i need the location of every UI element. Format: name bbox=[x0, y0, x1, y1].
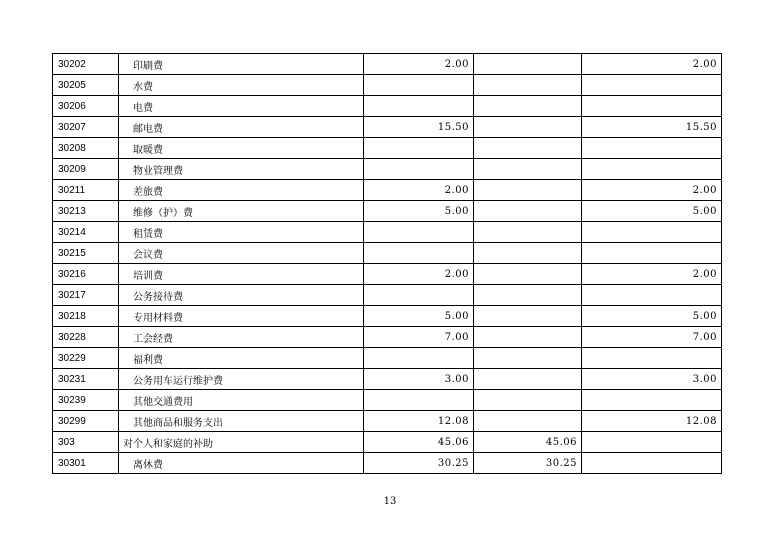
row-code: 30231 bbox=[53, 369, 119, 390]
row-name: 培训费 bbox=[119, 264, 364, 285]
row-name: 印刷费 bbox=[119, 54, 364, 75]
row-basic bbox=[474, 243, 582, 264]
row-basic bbox=[474, 117, 582, 138]
row-total: 12.08 bbox=[364, 411, 474, 432]
row-project bbox=[582, 453, 722, 474]
row-total: 2.00 bbox=[364, 264, 474, 285]
row-name: 工会经费 bbox=[119, 327, 364, 348]
row-project bbox=[582, 96, 722, 117]
row-basic bbox=[474, 285, 582, 306]
row-basic bbox=[474, 348, 582, 369]
row-total bbox=[364, 390, 474, 411]
table-row bbox=[53, 264, 722, 285]
row-total: 2.00 bbox=[364, 180, 474, 201]
table-row bbox=[53, 96, 722, 117]
row-code: 30229 bbox=[53, 348, 119, 369]
row-project: 7.00 bbox=[582, 327, 722, 348]
row-code: 30213 bbox=[53, 201, 119, 222]
row-code: 30202 bbox=[53, 54, 119, 75]
row-total bbox=[364, 96, 474, 117]
row-code: 30211 bbox=[53, 180, 119, 201]
row-code: 30205 bbox=[53, 75, 119, 96]
row-code: 30209 bbox=[53, 159, 119, 180]
row-total: 5.00 bbox=[364, 201, 474, 222]
row-total: 15.50 bbox=[364, 117, 474, 138]
row-code: 30215 bbox=[53, 243, 119, 264]
row-total bbox=[364, 75, 474, 96]
row-basic bbox=[474, 138, 582, 159]
row-name: 福利费 bbox=[119, 348, 364, 369]
table-body bbox=[53, 54, 722, 474]
row-name: 取暖费 bbox=[119, 138, 364, 159]
row-project bbox=[582, 243, 722, 264]
row-total bbox=[364, 348, 474, 369]
table-row bbox=[53, 369, 722, 390]
row-project bbox=[582, 159, 722, 180]
row-total: 7.00 bbox=[364, 327, 474, 348]
row-code: 30214 bbox=[53, 222, 119, 243]
row-project bbox=[582, 432, 722, 453]
row-name: 差旅费 bbox=[119, 180, 364, 201]
row-total bbox=[364, 285, 474, 306]
row-code: 30216 bbox=[53, 264, 119, 285]
row-project bbox=[582, 138, 722, 159]
row-project: 2.00 bbox=[582, 54, 722, 75]
row-basic bbox=[474, 201, 582, 222]
row-name: 维修（护）费 bbox=[119, 201, 364, 222]
table-row bbox=[53, 411, 722, 432]
row-project: 15.50 bbox=[582, 117, 722, 138]
row-total bbox=[364, 222, 474, 243]
table-row bbox=[53, 390, 722, 411]
budget-table bbox=[52, 53, 722, 474]
row-name: 会议费 bbox=[119, 243, 364, 264]
row-code: 30301 bbox=[53, 453, 119, 474]
row-name: 对个人和家庭的补助 bbox=[119, 432, 364, 453]
row-total: 5.00 bbox=[364, 306, 474, 327]
table-row bbox=[53, 306, 722, 327]
row-name: 其他交通费用 bbox=[119, 390, 364, 411]
row-project bbox=[582, 285, 722, 306]
row-code: 30299 bbox=[53, 411, 119, 432]
row-name: 离休费 bbox=[119, 453, 364, 474]
row-basic bbox=[474, 369, 582, 390]
table-row bbox=[53, 54, 722, 75]
row-basic bbox=[474, 222, 582, 243]
row-basic bbox=[474, 96, 582, 117]
table-row bbox=[53, 159, 722, 180]
row-code: 30206 bbox=[53, 96, 119, 117]
row-basic bbox=[474, 306, 582, 327]
row-name: 邮电费 bbox=[119, 117, 364, 138]
row-basic bbox=[474, 264, 582, 285]
row-basic bbox=[474, 54, 582, 75]
row-total bbox=[364, 159, 474, 180]
row-project bbox=[582, 222, 722, 243]
table-row bbox=[53, 201, 722, 222]
row-project: 2.00 bbox=[582, 264, 722, 285]
row-basic bbox=[474, 390, 582, 411]
table-row bbox=[53, 327, 722, 348]
table-row bbox=[53, 222, 722, 243]
row-basic bbox=[474, 75, 582, 96]
row-code: 30218 bbox=[53, 306, 119, 327]
row-name: 其他商品和服务支出 bbox=[119, 411, 364, 432]
row-code: 30207 bbox=[53, 117, 119, 138]
row-basic: 45.06 bbox=[474, 432, 582, 453]
row-name: 专用材料费 bbox=[119, 306, 364, 327]
table-row bbox=[53, 348, 722, 369]
table-row bbox=[53, 432, 722, 453]
row-basic bbox=[474, 159, 582, 180]
row-project bbox=[582, 75, 722, 96]
row-project bbox=[582, 390, 722, 411]
row-total bbox=[364, 243, 474, 264]
row-project: 3.00 bbox=[582, 369, 722, 390]
row-total: 30.25 bbox=[364, 453, 474, 474]
row-name: 电费 bbox=[119, 96, 364, 117]
row-project: 5.00 bbox=[582, 201, 722, 222]
table-row bbox=[53, 453, 722, 474]
table-row bbox=[53, 180, 722, 201]
page-number: 13 bbox=[383, 496, 397, 507]
table-row bbox=[53, 117, 722, 138]
row-total: 3.00 bbox=[364, 369, 474, 390]
table-row bbox=[53, 75, 722, 96]
table-row bbox=[53, 285, 722, 306]
row-total: 45.06 bbox=[364, 432, 474, 453]
row-total bbox=[364, 138, 474, 159]
row-name: 物业管理费 bbox=[119, 159, 364, 180]
row-project: 12.08 bbox=[582, 411, 722, 432]
row-project: 2.00 bbox=[582, 180, 722, 201]
row-name: 公务接待费 bbox=[119, 285, 364, 306]
row-code: 30228 bbox=[53, 327, 119, 348]
row-code: 303 bbox=[53, 432, 119, 453]
row-name: 水费 bbox=[119, 75, 364, 96]
row-name: 租赁费 bbox=[119, 222, 364, 243]
row-basic bbox=[474, 411, 582, 432]
row-code: 30239 bbox=[53, 390, 119, 411]
table-row bbox=[53, 138, 722, 159]
row-basic bbox=[474, 180, 582, 201]
row-name: 公务用车运行维护费 bbox=[119, 369, 364, 390]
row-total: 2.00 bbox=[364, 54, 474, 75]
row-code: 30208 bbox=[53, 138, 119, 159]
row-project: 5.00 bbox=[582, 306, 722, 327]
table-row bbox=[53, 243, 722, 264]
row-code: 30217 bbox=[53, 285, 119, 306]
row-basic: 30.25 bbox=[474, 453, 582, 474]
row-basic bbox=[474, 327, 582, 348]
row-project bbox=[582, 348, 722, 369]
